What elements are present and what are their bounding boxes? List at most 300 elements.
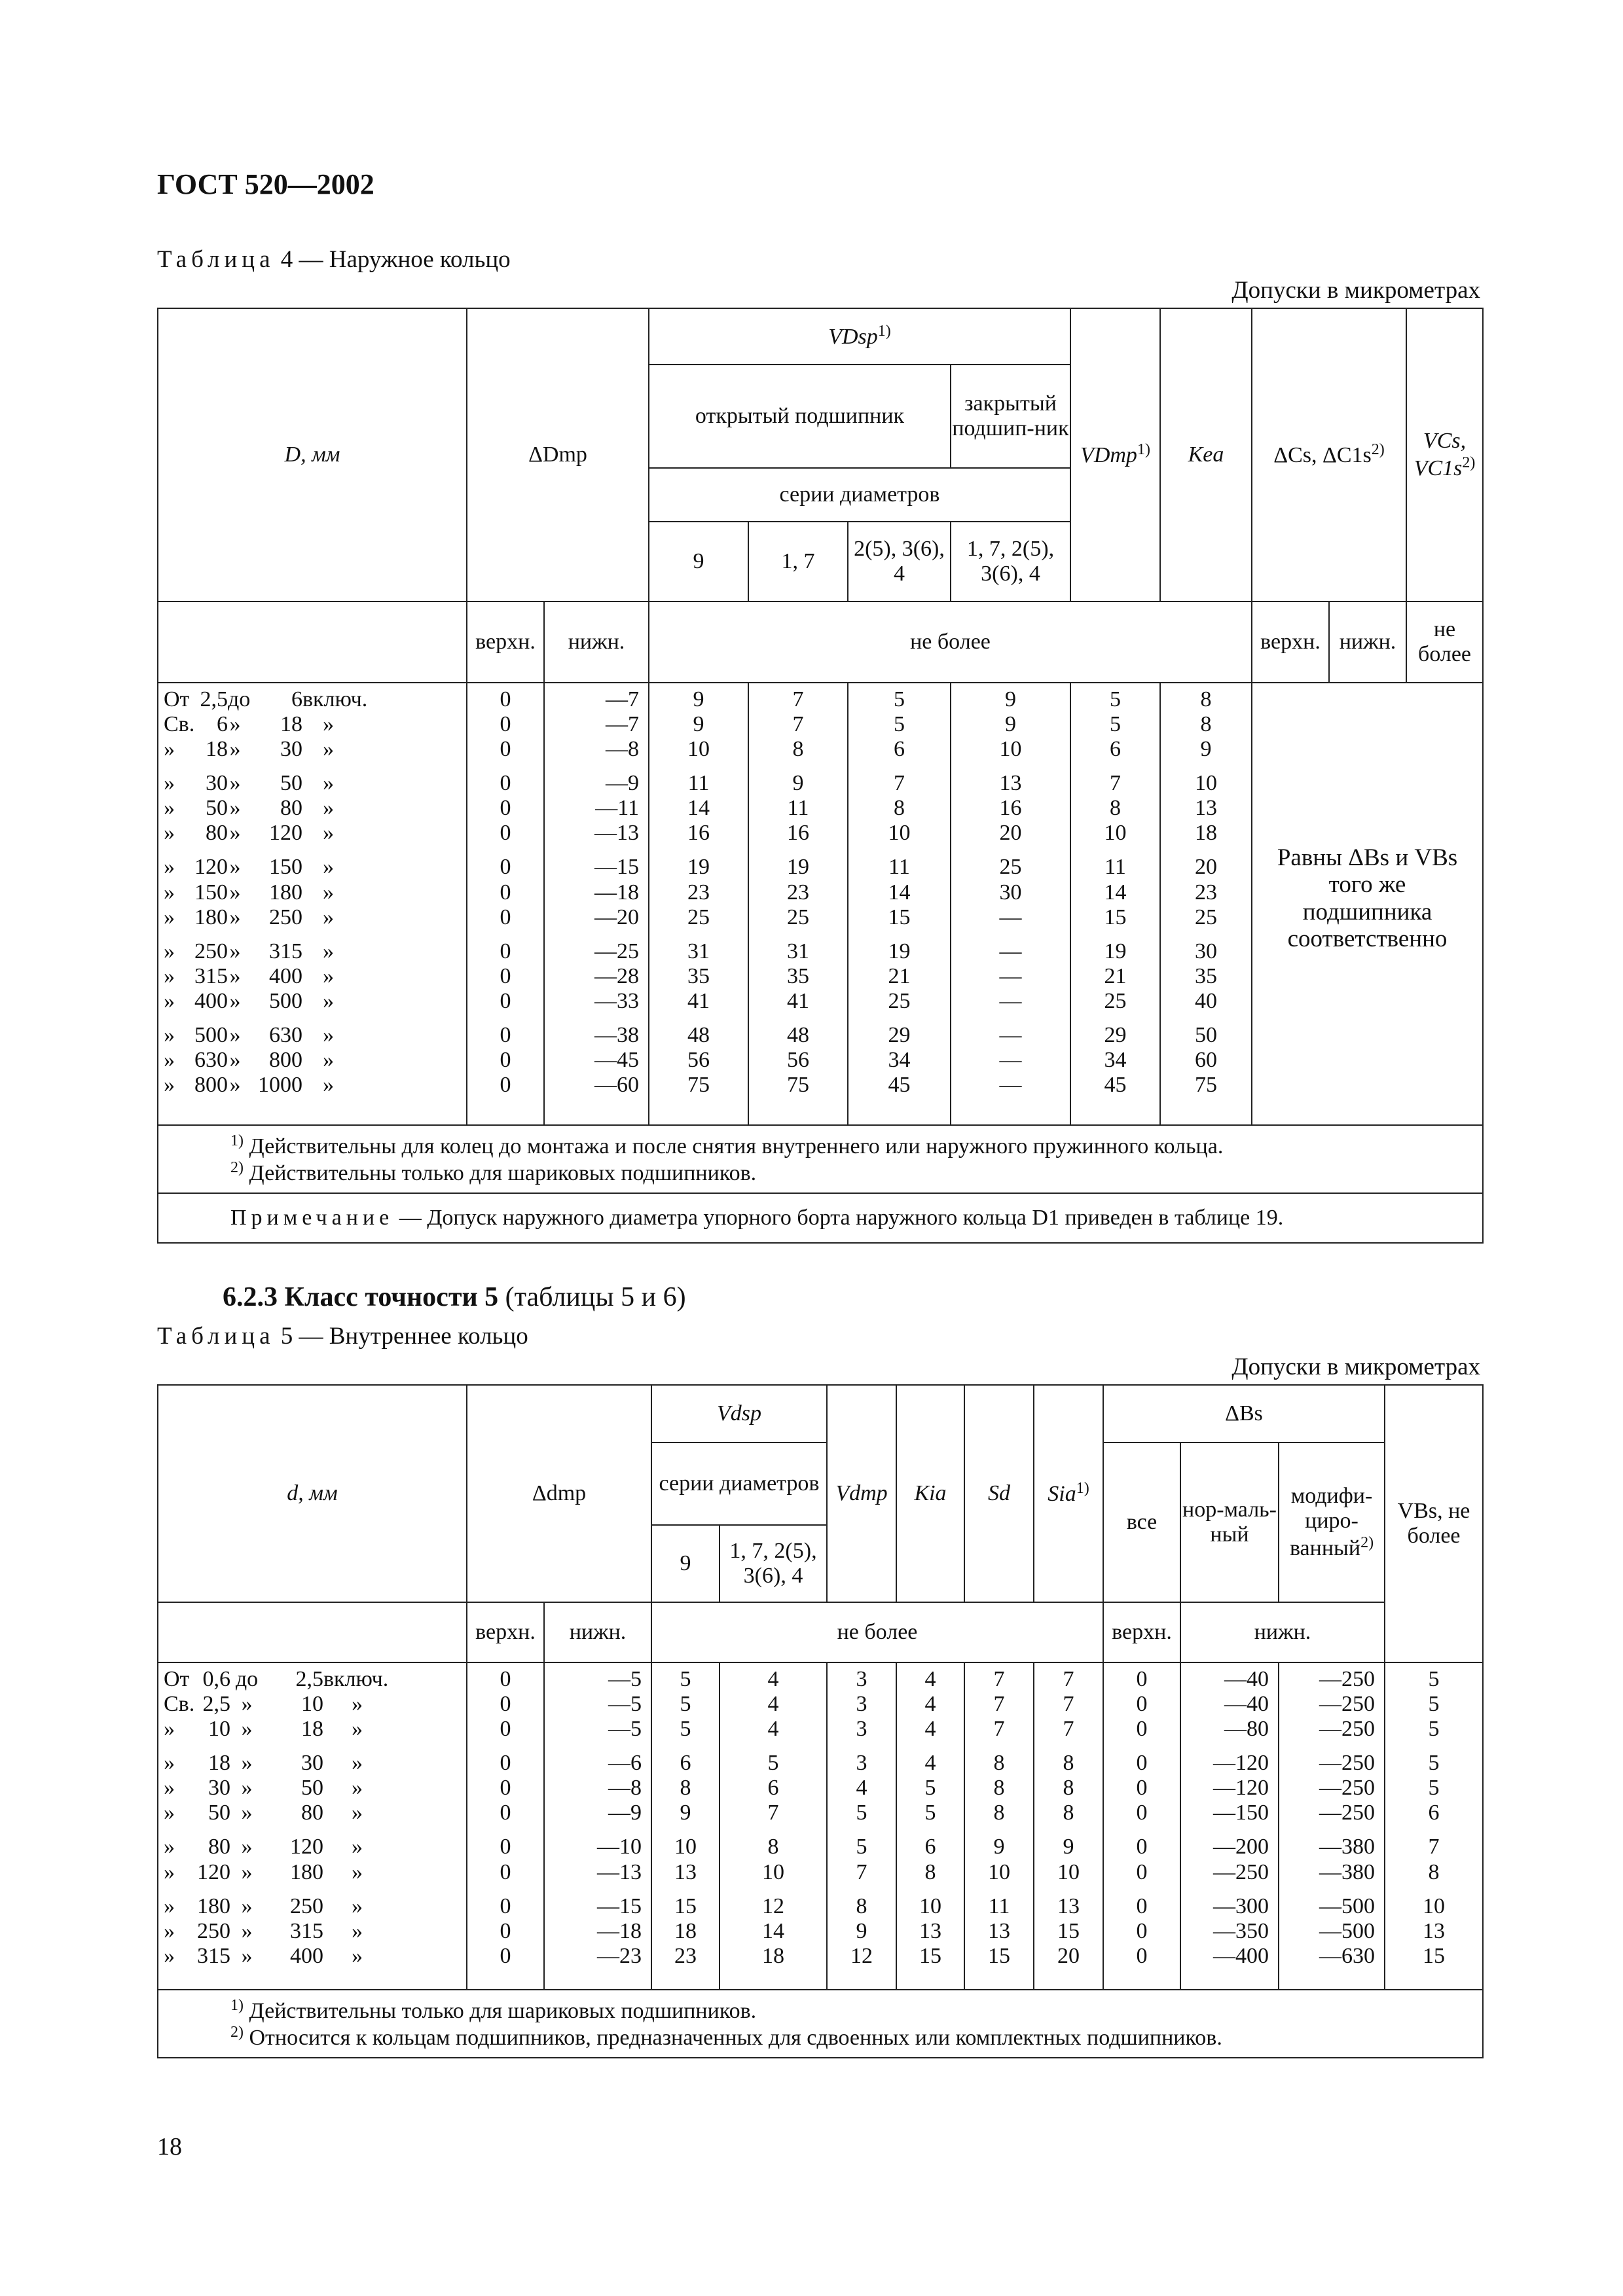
dimension-part: » [164,1943,175,1968]
table-cell-value: 15 [1057,1918,1080,1943]
dimension-part: 0,6 [202,1667,230,1691]
table-cell-value: 9 [680,1801,691,1825]
dimension-part: » [229,712,241,737]
t4-h-sclosed: 1, 7, 2(5), 3(6), 4 [951,522,1070,601]
dimension-part: » [229,963,241,988]
table-cell-value: 9 [1200,737,1212,762]
table-cell-value: 15 [988,1943,1010,1968]
table-cell-value: 0 [500,1943,511,1968]
dimension-range [164,880,466,905]
dimension-part: 630 [269,1022,302,1047]
t4-h-not-more2: не более [1406,601,1483,683]
t4-col-v9 [649,683,748,1125]
dimension-part: 50 [208,1801,230,1825]
t5-h-kia: Kia [896,1385,964,1602]
table-cell-value: —380 [1319,1859,1376,1884]
table-cell-value: —250 [1319,1717,1376,1742]
table-cell-value: 0 [1136,1835,1148,1859]
table-cell-value: —38 [594,1022,639,1047]
table-cell-value: 31 [687,939,710,963]
t5-h-upper2: верхн. [1103,1602,1180,1662]
table-cell-value: 25 [1104,988,1127,1013]
dimension-part: » [229,771,241,796]
table-cell-value: 25 [888,988,911,1013]
table-cell-value: 10 [1423,1893,1446,1918]
table-cell-value: 5 [1428,1667,1440,1691]
table-cell-value: —250 [1213,1859,1269,1884]
table-cell-value: —250 [1319,1751,1376,1776]
t4-note [158,1193,1483,1243]
table-cell-value: — [999,939,1022,963]
t4-h-upper2: верхн. [1252,601,1329,683]
t4-h-vcs: VCs, $VC1s^{2)}$ [1406,308,1483,601]
dimension-range [164,1073,466,1098]
table-cell-value: 10 [999,737,1022,762]
t5-h-upper: верхн. [467,1602,544,1662]
table-cell-value: 7 [1063,1667,1074,1691]
t4-merged-note-line2: того же [1328,871,1406,899]
table-cell-value: 8 [993,1801,1005,1825]
dimension-part: » [241,1751,253,1776]
table-cell-value: 6 [1110,737,1121,762]
table-cell-value: 16 [787,821,809,846]
table-cell-value: 30 [1195,939,1217,963]
dimension-range [164,989,466,1014]
dimension-range [164,687,466,712]
dimension-part: » [164,1918,175,1943]
table-cell-value: 13 [988,1918,1010,1943]
t4-h-lower2: нижн. [1329,601,1406,683]
t5-footnotes [158,1990,1483,2058]
dimension-part: 250 [194,939,228,963]
t5-col-vdmp [827,1662,896,1990]
t4-h-not-more: не более [649,601,1252,683]
table-cell-value: 20 [999,821,1022,846]
dimension-part: 80 [280,796,302,821]
table-cell-value: —60 [594,1073,639,1098]
dimension-part: » [352,1776,363,1801]
t4-col-kea [1160,683,1252,1125]
dimension-part: » [229,821,241,846]
dimension-part: » [323,796,334,821]
table-cell-value: —6 [608,1751,642,1776]
table-cell-value: 11 [888,855,910,880]
dimension-part: 2,5 [200,687,228,711]
t5-col-vbs [1385,1662,1483,1990]
dimension-range [164,1667,466,1692]
table-cell-value: —9 [608,1801,642,1825]
dimension-part: » [164,1859,175,1884]
dimension-part: » [164,737,175,762]
table-cell-value: 19 [1104,939,1127,963]
table-cell-value: 8 [680,1776,691,1801]
dimension-part: » [229,1073,241,1098]
table-cell-value: 7 [993,1717,1005,1742]
table-cell-value: — [999,988,1022,1013]
table-cell-value: 9 [1005,687,1016,711]
table-cell-value: 13 [919,1918,941,1943]
table-cell-value: 16 [687,821,710,846]
dimension-part: » [229,1022,241,1047]
t5-col-sd [964,1662,1034,1990]
table-cell-value: 5 [1428,1751,1440,1776]
dimension-part: » [229,905,241,929]
table-cell-value: 7 [792,712,804,737]
table-cell-value: 7 [894,771,905,796]
table-cell-value: 0 [500,796,511,821]
table-cell-value: 23 [787,880,809,905]
table-cell-value: 3 [856,1751,867,1776]
table-cell-value: 7 [767,1801,779,1825]
table-cell-value: 6 [924,1835,936,1859]
dimension-part: » [323,1022,334,1047]
table-cell-value: —25 [594,939,639,963]
table-cell-value: 29 [1104,1022,1127,1047]
dimension-part: 250 [197,1918,230,1943]
table-cell-value: 19 [888,939,911,963]
table-cell-value: 7 [856,1859,867,1884]
dimension-part: » [164,1022,175,1047]
dimension-part: » [323,988,334,1013]
dimension-part: » [164,1893,175,1918]
table-cell-value: 4 [924,1692,936,1717]
dimension-part: 2,5 [202,1692,230,1717]
table-cell-value: 21 [888,963,911,988]
dimension-range [164,1751,466,1776]
dimension-part: » [323,905,334,929]
dimension-part: » [352,1692,363,1717]
table-cell-value: 8 [1428,1859,1440,1884]
dimension-part: » [164,988,175,1013]
table-cell-value: —350 [1213,1918,1269,1943]
t5-h-series: серии диаметров [651,1443,827,1525]
t5-col-vr [720,1662,827,1990]
table-cell-value: 7 [1110,771,1121,796]
table-cell-value: 0 [500,1717,511,1742]
section-title-bold: Класс точности 5 [284,1282,499,1312]
dimension-range [164,821,466,846]
table-cell-value: 15 [919,1943,941,1968]
dimension-part: 500 [194,1022,228,1047]
table-cell-value: 14 [687,796,710,821]
table-cell-value: 48 [687,1022,710,1047]
table-cell-value: —400 [1213,1943,1269,1968]
dimension-part: 500 [269,988,302,1013]
table-cell-value: —250 [1319,1776,1376,1801]
table-cell-value: —380 [1319,1835,1376,1859]
t4-h-vdsp: VDsp$^{1)}$ [649,308,1070,365]
table-cell-value: 19 [687,855,710,880]
dimension-range [164,1919,466,1944]
table-cell-value: 0 [1136,1859,1148,1884]
table-cell-value: 18 [1195,821,1217,846]
dimension-part: » [229,988,241,1013]
table-cell-value: —33 [594,988,639,1013]
table-cell-value: 25 [787,905,809,929]
table4 [157,308,1484,1244]
table-cell-value: — [999,1073,1022,1098]
table-cell-value: 5 [1428,1692,1440,1717]
dimension-part: » [352,1943,363,1968]
table-cell-value: 10 [919,1893,941,1918]
table4-caption-title: 4 — Наружное кольцо [280,246,511,273]
table-cell-value: 45 [1104,1073,1127,1098]
table-cell-value: 0 [500,1751,511,1776]
table-cell-value: 9 [693,712,704,737]
table-cell-value: — [999,963,1022,988]
table-cell-value: 0 [500,1918,511,1943]
dimension-part: включ. [302,687,368,711]
dimension-part: » [352,1893,363,1918]
dimension-part: » [164,1776,175,1801]
table-cell-value: 8 [1063,1751,1074,1776]
t4-h-delta-cs: ΔCs, $\Delta C1s^{2)}$ [1252,308,1406,601]
t5-h-normal: нор-маль-ный [1180,1443,1279,1602]
table-cell-value: —20 [594,905,639,929]
dimension-part: 150 [194,880,228,905]
table-cell-value: 14 [888,880,911,905]
t5-h-delta-dmp: Δdmp [467,1385,651,1602]
table-cell-value: 14 [1104,880,1127,905]
dimension-part: Св. [164,712,195,737]
table-cell-value: 4 [924,1717,936,1742]
table-cell-value: 3 [856,1692,867,1717]
t5-h-all: все [1103,1443,1180,1602]
dimension-part: 180 [197,1893,230,1918]
table-cell-value: 0 [1136,1751,1148,1776]
dimension-part: » [241,1859,253,1884]
t4-footnote-1: $^{1)}$ Действительны для колец до монтажа и после снятия внутреннего или наружного пружинного кольца. [230,1132,1224,1158]
t4-merged-note [1252,683,1483,1125]
table-cell-value: 9 [856,1918,867,1943]
dimension-range [164,1835,466,1859]
table-cell-value: 0 [500,821,511,846]
table5 [157,1384,1484,2058]
table-cell-value: 7 [993,1667,1005,1691]
dimension-part: » [352,1835,363,1859]
t4-col-vcl [951,683,1070,1125]
table-cell-value: 35 [687,963,710,988]
dimension-part: » [241,1835,253,1859]
dimension-part: 80 [206,821,228,846]
table-cell-value: 5 [894,687,905,711]
table-cell-value: 8 [1200,687,1212,711]
table-cell-value: 75 [687,1073,710,1098]
dimension-range [164,1023,466,1048]
table-cell-value: 0 [1136,1918,1148,1943]
table-cell-value: 7 [792,687,804,711]
table-cell-value: —500 [1319,1893,1376,1918]
dimension-part: 18 [208,1751,230,1776]
dimension-part: » [164,939,175,963]
table-cell-value: —120 [1213,1776,1269,1801]
t5-h-sia: Sia$^{1)}$ [1034,1385,1103,1602]
dimension-part: » [241,1893,253,1918]
table-cell-value: 5 [924,1776,936,1801]
table-cell-value: 0 [1136,1893,1148,1918]
dimension-part: » [164,963,175,988]
t4-footnote-2: $^{2)}$ Действительны только для шариковых подшипников. [230,1159,757,1186]
dimension-range [164,1944,466,1969]
table-cell-value: 34 [1104,1048,1127,1073]
table-cell-value: 10 [988,1859,1010,1884]
table-cell-value: 6 [767,1776,779,1801]
table-cell-value: 13 [999,771,1022,796]
section-heading [223,1282,686,1313]
dimension-range [164,771,466,796]
table-cell-value: — [999,1022,1022,1047]
table-cell-value: 0 [1136,1717,1148,1742]
table-cell-value: 0 [1136,1943,1148,1968]
dimension-part: » [323,821,334,846]
table-cell-value: 7 [993,1692,1005,1717]
dimension-part: 315 [290,1918,323,1943]
table-cell-value: 23 [1195,880,1217,905]
dimension-part: 180 [194,905,228,929]
page-header: ГОСТ 520—2002 [157,168,374,200]
dimension-part: » [164,1835,175,1859]
table-cell-value: 5 [1110,687,1121,711]
table-cell-value: —18 [594,880,639,905]
table-cell-value: 5 [680,1667,691,1691]
table-cell-value: 10 [674,1835,697,1859]
dimension-part: 315 [269,939,302,963]
table-cell-value: 0 [500,1776,511,1801]
dimension-part: Св. [164,1692,195,1717]
dimension-range [164,905,466,930]
t5-h-blank [158,1602,467,1662]
dimension-part: » [323,737,334,762]
table-cell-value: 5 [856,1835,867,1859]
dimension-part: 120 [194,855,228,880]
table-cell-value: 7 [1063,1717,1074,1742]
dimension-part: 30 [206,771,228,796]
dimension-part: 315 [197,1943,230,1968]
table-cell-value: 0 [500,880,511,905]
dimension-part: » [164,1751,175,1776]
table-cell-value: 0 [500,737,511,762]
t4-h-s25: 2(5), 3(6), 4 [848,522,951,601]
dimension-part: 630 [194,1048,228,1073]
dimension-part: 18 [280,712,302,737]
t5-h-delta-bs: ΔBs [1103,1385,1385,1443]
dimension-range [164,1048,466,1073]
dimension-part: » [352,1751,363,1776]
t5-h-srest: 1, 7, 2(5), 3(6), 4 [720,1525,827,1602]
dimension-part: От [164,687,190,711]
dimension-part: 18 [301,1717,323,1742]
dimension-part: 10 [301,1692,323,1717]
table-cell-value: — [999,1048,1022,1073]
table-cell-value: —500 [1319,1918,1376,1943]
table-cell-value: 45 [888,1073,911,1098]
table-cell-value: 5 [924,1801,936,1825]
t5-col-low [544,1662,651,1990]
table-cell-value: —5 [608,1667,642,1691]
dimension-range [164,964,466,989]
t5-col-v9 [651,1662,720,1990]
table-cell-value: 8 [1063,1801,1074,1825]
t4-h-blank [158,601,467,683]
table-cell-value: 18 [762,1943,784,1968]
table-cell-value: 5 [680,1717,691,1742]
dimension-part: » [323,771,334,796]
dimension-part: 6 [217,712,228,737]
table-cell-value: 4 [856,1776,867,1801]
table-cell-value: 0 [500,963,511,988]
dimension-part: 2,5 [295,1667,323,1691]
table-cell-value: —13 [597,1859,642,1884]
table-cell-value: —45 [594,1048,639,1073]
table5-caption [157,1322,528,1350]
table-cell-value: —9 [606,771,639,796]
table-cell-value: 0 [500,1048,511,1073]
t4-footnotes [158,1125,1483,1193]
table-cell-value: 6 [1428,1801,1440,1825]
table-cell-value: —40 [1224,1692,1269,1717]
table-cell-value: 8 [894,796,905,821]
table-cell-value: 6 [680,1751,691,1776]
table-cell-value: 4 [767,1717,779,1742]
table-cell-value: 0 [500,855,511,880]
dimension-part: » [352,1717,363,1742]
table-cell-value: — [999,905,1022,929]
t4-h-lower: нижн. [544,601,649,683]
t5-h-modified: модифи-циро-ванный$^{2)}$ [1279,1443,1385,1602]
section-title-rest: (таблицы 5 и 6) [505,1282,686,1312]
t5-h-not-more: не более [651,1602,1103,1662]
t4-h-d: D, мм [158,308,467,601]
dimension-part: 18 [206,737,228,762]
dimension-range [164,1860,466,1885]
t5-col-ball [1103,1662,1180,1990]
dimension-part: 50 [301,1776,323,1801]
table-cell-value: —40 [1224,1667,1269,1691]
table-cell-value: 14 [762,1918,784,1943]
table-cell-value: 0 [500,939,511,963]
table-cell-value: 0 [500,1667,511,1691]
dimension-part: » [164,1073,175,1098]
dimension-part: 10 [208,1717,230,1742]
table-cell-value: —18 [597,1918,642,1943]
table-cell-value: 9 [693,687,704,711]
table-cell-value: —630 [1319,1943,1376,1968]
section-number: 6.2.3 [223,1282,278,1312]
table-cell-value: 15 [674,1893,697,1918]
dimension-part: » [164,905,175,929]
table-cell-value: —8 [606,737,639,762]
dimension-part: до [235,1667,259,1691]
dimension-part: 250 [290,1893,323,1918]
table-cell-value: —300 [1213,1893,1269,1918]
table-cell-value: 19 [787,855,809,880]
t4-h-series: серии диаметров [649,468,1070,522]
table-cell-value: 9 [792,771,804,796]
t4-col-up [467,683,544,1125]
table-cell-value: 0 [500,1835,511,1859]
table-cell-value: 20 [1057,1943,1080,1968]
table-cell-value: 0 [500,988,511,1013]
dimension-part: » [164,821,175,846]
dimension-part: 250 [269,905,302,929]
table-cell-value: —250 [1319,1801,1376,1825]
t5-col-bn [1180,1662,1279,1990]
table-cell-value: 0 [500,1073,511,1098]
table-cell-value: 25 [687,905,710,929]
dimension-part: От [164,1667,190,1691]
table-cell-value: 0 [500,1022,511,1047]
dimension-part: » [241,1918,253,1943]
